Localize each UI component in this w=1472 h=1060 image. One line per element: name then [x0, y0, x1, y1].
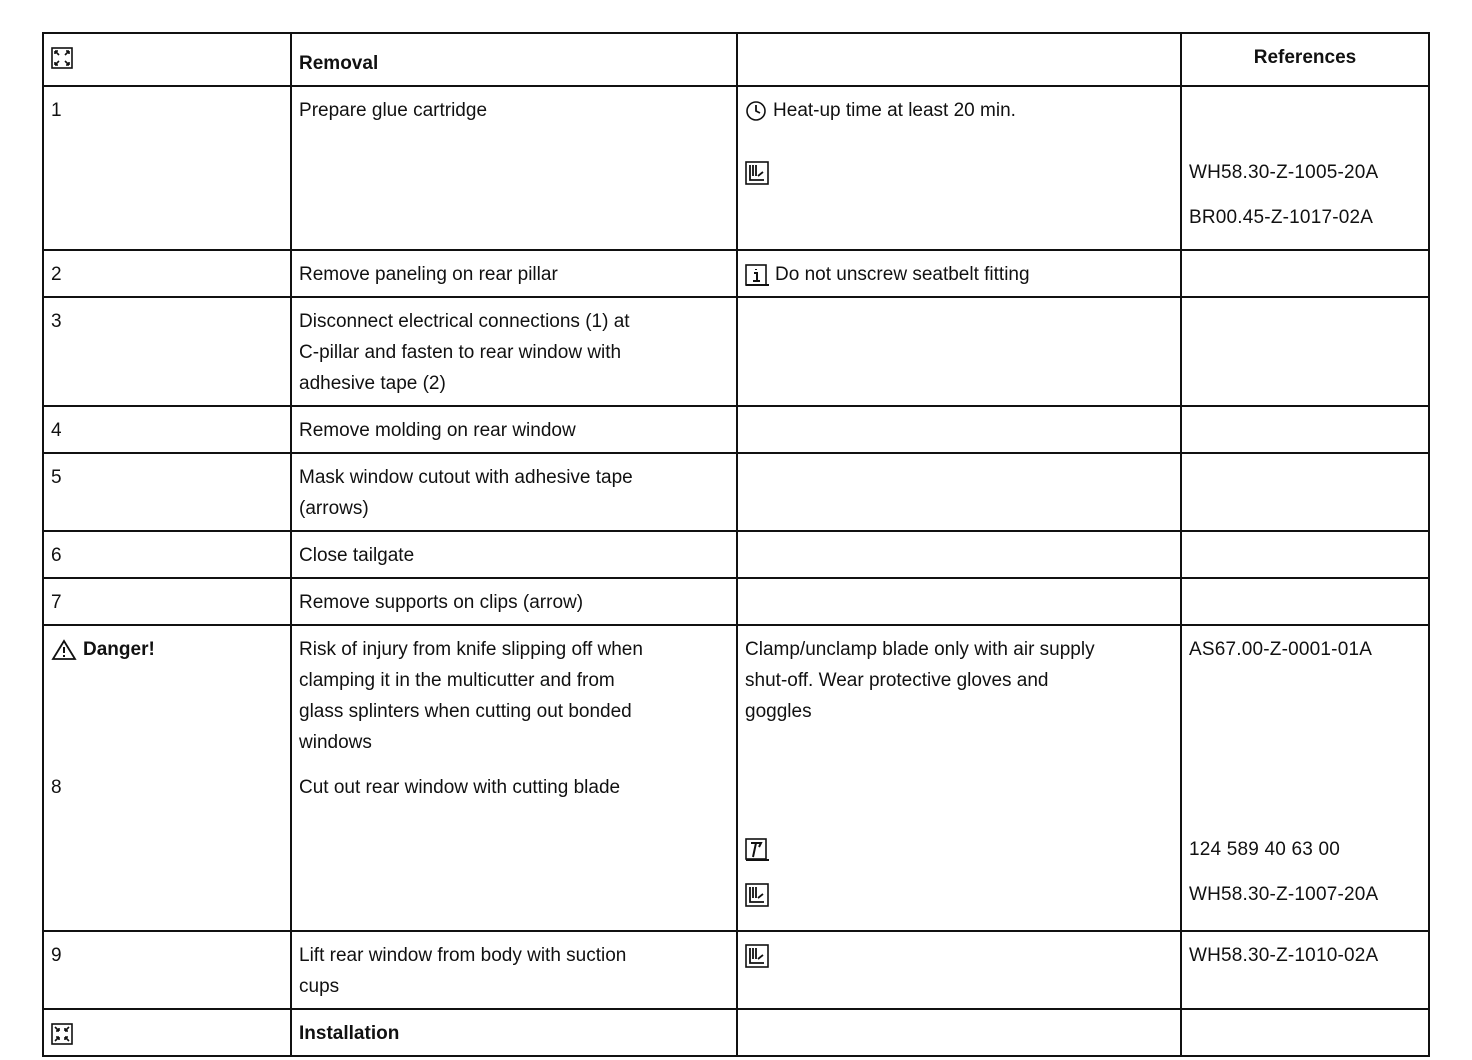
step-references — [1181, 931, 1429, 1009]
step-references — [1181, 578, 1429, 625]
reference-link[interactable]: WH58.30-Z-1005-20A — [1188, 162, 1379, 183]
table-row — [43, 453, 1429, 531]
step-number-value: 8 — [51, 777, 62, 798]
header-notes-cell — [737, 33, 1181, 86]
step-references — [1181, 406, 1429, 453]
clock-icon — [745, 100, 767, 122]
workshop-manual-icon — [745, 944, 769, 968]
reference-link[interactable]: WH58.30-Z-1010-02A — [1188, 945, 1379, 966]
step-references — [1181, 86, 1429, 250]
step-action: Mask window cutout with adhesive tape (arrows) — [291, 453, 737, 531]
workshop-manual-icon — [745, 883, 769, 907]
expand-arrows-icon — [51, 47, 73, 69]
reference-link[interactable]: BR00.45-Z-1017-02A — [1188, 207, 1374, 228]
step-action: Close tailgate — [291, 531, 737, 578]
step-number — [43, 625, 291, 931]
step-number: 9 — [43, 931, 291, 1009]
step-notes — [737, 578, 1181, 625]
step-action: Disconnect electrical connections (1) at C-pillar and fasten to rear window with adhesive tape (2) — [291, 297, 737, 406]
table-row — [43, 625, 1429, 931]
header-icon-cell — [43, 33, 291, 86]
step-notes — [737, 406, 1181, 453]
table-row — [43, 297, 1429, 406]
references-heading: References — [1253, 47, 1357, 68]
seatbelt-note: Do not unscrew seatbelt fitting — [775, 264, 1030, 285]
step-notes — [737, 297, 1181, 406]
step-number: 4 — [43, 406, 291, 453]
step-references — [1181, 453, 1429, 531]
compress-arrows-icon — [51, 1023, 73, 1045]
step-action: Prepare glue cartridge — [291, 86, 737, 250]
header-row — [43, 33, 1429, 86]
step-notes: Clamp/unclamp blade only with air supply shut-off. Wear protective gloves and goggles — [737, 625, 1181, 931]
step-notes — [737, 453, 1181, 531]
table-row — [43, 931, 1429, 1009]
reference-link[interactable]: AS67.00-Z-0001-01A — [1188, 639, 1373, 660]
step-notes — [737, 531, 1181, 578]
workshop-manual-icon — [745, 161, 769, 185]
header-removal-cell — [291, 33, 737, 86]
installation-heading: Installation — [291, 1009, 737, 1056]
step-references — [1181, 250, 1429, 297]
step-notes — [737, 931, 1181, 1009]
table-row — [43, 250, 1429, 297]
installation-notes — [737, 1009, 1181, 1056]
header-references-cell — [1181, 33, 1429, 86]
step-notes — [737, 86, 1181, 250]
removal-heading: Removal — [299, 53, 379, 74]
info-icon — [745, 264, 769, 286]
step-references — [1181, 297, 1429, 406]
table-row — [43, 406, 1429, 453]
step-notes — [737, 250, 1181, 297]
reference-link[interactable]: 124 589 40 63 00 — [1188, 839, 1341, 860]
step-number: 6 — [43, 531, 291, 578]
table-row — [43, 578, 1429, 625]
danger-label: Danger! — [83, 639, 155, 660]
reference-link[interactable]: WH58.30-Z-1007-20A — [1188, 884, 1379, 905]
step-references — [1181, 625, 1429, 931]
step-action: Remove supports on clips (arrow) — [291, 578, 737, 625]
step-number: 2 — [43, 250, 291, 297]
special-tool-icon — [745, 838, 769, 862]
step-number: 3 — [43, 297, 291, 406]
cut-out-action: Cut out rear window with cutting blade — [299, 777, 621, 798]
step-number: 7 — [43, 578, 291, 625]
installation-icon-cell — [43, 1009, 291, 1056]
step-action: Lift rear window from body with suction cups — [291, 931, 737, 1009]
installation-references — [1181, 1009, 1429, 1056]
step-number: 1 — [43, 86, 291, 250]
procedure-table — [42, 32, 1430, 1057]
step-number: 5 — [43, 453, 291, 531]
installation-row — [43, 1009, 1429, 1056]
table-row — [43, 531, 1429, 578]
table-row — [43, 86, 1429, 250]
heat-up-note: Heat-up time at least 20 min. — [773, 100, 1016, 121]
warning-triangle-icon — [51, 639, 77, 661]
step-references — [1181, 531, 1429, 578]
step-action: Risk of injury from knife slipping off when clamping it in the multicutter and from glass splinters when cutting out bonded windows Cut out rear window with cutting blade — [291, 625, 737, 931]
step-action: Remove molding on rear window — [291, 406, 737, 453]
step-action: Remove paneling on rear pillar — [291, 250, 737, 297]
